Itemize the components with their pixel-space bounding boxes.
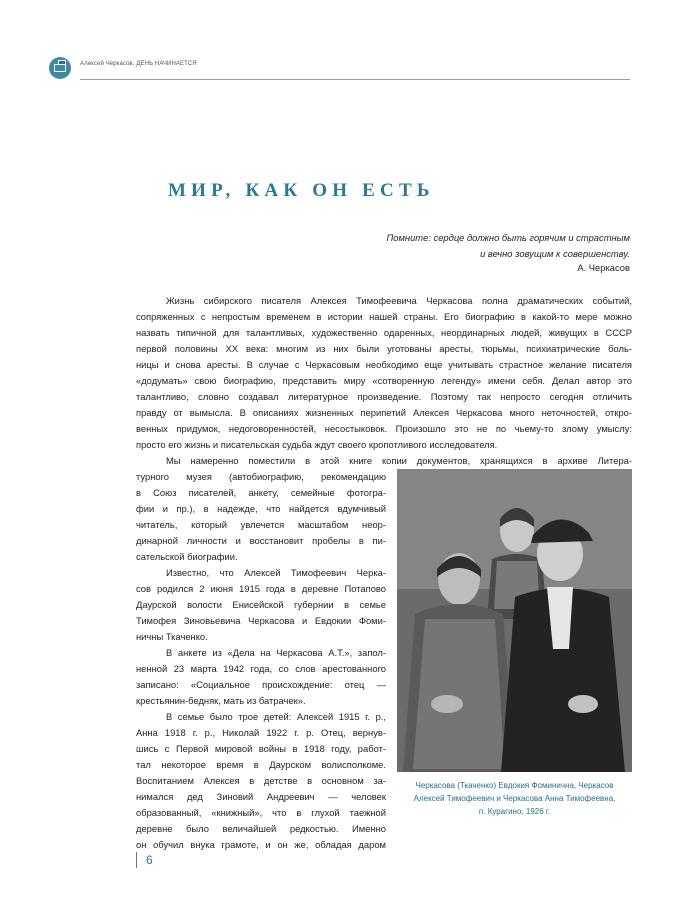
- text-line: шись с Первой мировой войны в 1918 году, работ-: [136, 743, 386, 754]
- text-line: образованный, «книжный», что в глухой таежной: [136, 807, 386, 818]
- paragraph-archive-first-line: [136, 453, 632, 469]
- text-line: Известно, что Алексей Тимофеевич Черка-: [166, 567, 386, 578]
- caption-line: п. Курагино, 1926 г.: [478, 807, 551, 816]
- page-number-rule: [136, 852, 137, 868]
- caption-line: Черкасова (Ткаченко) Евдокия Фоминична, Черкасов: [415, 781, 614, 790]
- publisher-logo-icon: [49, 57, 71, 79]
- text-line: венных придумок, недоговоренностей, несостыковок. Произошло это не по чьему-то злому умыслу:: [136, 423, 632, 434]
- header-divider: [80, 79, 630, 80]
- text-line: правду от вымысла. В описаниях жизненных перипетий Алексея Черкасова много неточностей, откро-: [136, 407, 632, 418]
- text-line: Тимофея Зиновьевича Черкасова и Евдокии Фоми-: [136, 615, 386, 626]
- epigraph-line: и вечно зовущим к совершенству.: [480, 248, 630, 259]
- caption-line: Алексей Тимофеевич и Черкасова Анна Тимофеевна,: [413, 794, 616, 803]
- text-line: деревне было величайшей редкостью. Именно: [136, 823, 386, 834]
- epigraph: [330, 230, 630, 262]
- paragraph-questionnaire: [136, 645, 386, 709]
- epigraph-author: А. Черкасов: [577, 262, 630, 273]
- family-photo: [397, 469, 632, 772]
- text-line: первой половины XX века: многим из них были уготованы аресты, тюрьмы, психиатрические боль-: [136, 343, 632, 354]
- text-line: сов родился 2 июня 1915 года в деревне Потапово: [136, 583, 386, 594]
- text-line: назвать типичной для талантливых, художественно одаренных, неординарных людей, живущих в СССР: [136, 327, 632, 338]
- paragraph-birth: [136, 565, 386, 645]
- text-line: сопряженных с непростым временем в истории нашей страны. Его биографию в какой-то мере можно: [136, 311, 632, 322]
- page-number: 6: [146, 853, 153, 867]
- text-line: нимался дед Зиновий Андреевич — человек: [136, 791, 386, 802]
- chapter-title: МИР, КАК ОН ЕСТЬ: [168, 180, 435, 201]
- paragraph-archive-rest: [136, 469, 386, 565]
- text-line: фии и пр.), в надежде, что найдется вдумчивый: [136, 503, 386, 514]
- text-line: просто его жизнь и писательская судьба ждут своего кропотливого исследователя.: [136, 439, 498, 450]
- text-line: тал некоторое время в Даурском волисполкоме.: [136, 759, 386, 770]
- text-line: «додумать» свою биографию, представить миру «сотворенную легенду» имени себя. Делал автор это: [136, 375, 632, 386]
- text-line: ничны Ткаченко.: [136, 631, 208, 642]
- text-line: читатель, который увлечется масштабом неор-: [136, 519, 386, 530]
- paragraph-family: [136, 709, 386, 853]
- text-line: сательской биографии.: [136, 551, 238, 562]
- text-line: ненной 23 марта 1942 года, со слов арестованного: [136, 663, 386, 674]
- text-line: Жизнь сибирского писателя Алексея Тимофеевича Черкасова полна драматических событий,: [166, 295, 632, 306]
- text-line: Даурской волости Енисейской губернии в семье: [136, 599, 386, 610]
- text-line: в Союз писателей, анкету, семейные фотогра-: [136, 487, 386, 498]
- text-line: Анна 1918 г. р., Николай 1922 г. р. Отец, вернув-: [136, 727, 386, 738]
- running-header: Алексей Черкасов. ДЕНЬ НАЧИНАЕТСЯ: [80, 61, 197, 67]
- text-line: записано: «Социальное происхождение: отец —: [136, 679, 386, 690]
- text-line: турного музея (автобиографию, рекомендацию: [136, 471, 386, 482]
- epigraph-line: Помните: сердце должно быть горячим и страстным: [386, 232, 630, 243]
- text-line: талантливо, словно создавал литературное произведение. Поэтому так непросто сегодня отличить: [136, 391, 632, 402]
- text-line: Мы намеренно поместили в этой книге копии документов, хранящихся в архиве Литера-: [166, 455, 632, 466]
- text-line: он обучил внука грамоте, и он же, обладая даром: [136, 839, 386, 850]
- text-line: крестьянин-бедняк, мать из батрачек».: [136, 695, 306, 706]
- text-line: ницы и снова аресты. В случае с Черкасовым необходимо еще учитывать страстное желание писателя: [136, 359, 632, 370]
- text-line: Воспитанием Алексея в детстве в основном за-: [136, 775, 386, 786]
- text-line: В семье было трое детей: Алексей 1915 г. р.,: [166, 711, 386, 722]
- photo-caption: [397, 779, 632, 818]
- family-photo-illustration: [397, 469, 632, 772]
- text-line: динарной личности и восстановит пробелы в пи-: [136, 535, 386, 546]
- text-line: В анкете из «Дела на Черкасова А.Т.», запол-: [166, 647, 386, 658]
- paragraph-intro: [136, 293, 632, 453]
